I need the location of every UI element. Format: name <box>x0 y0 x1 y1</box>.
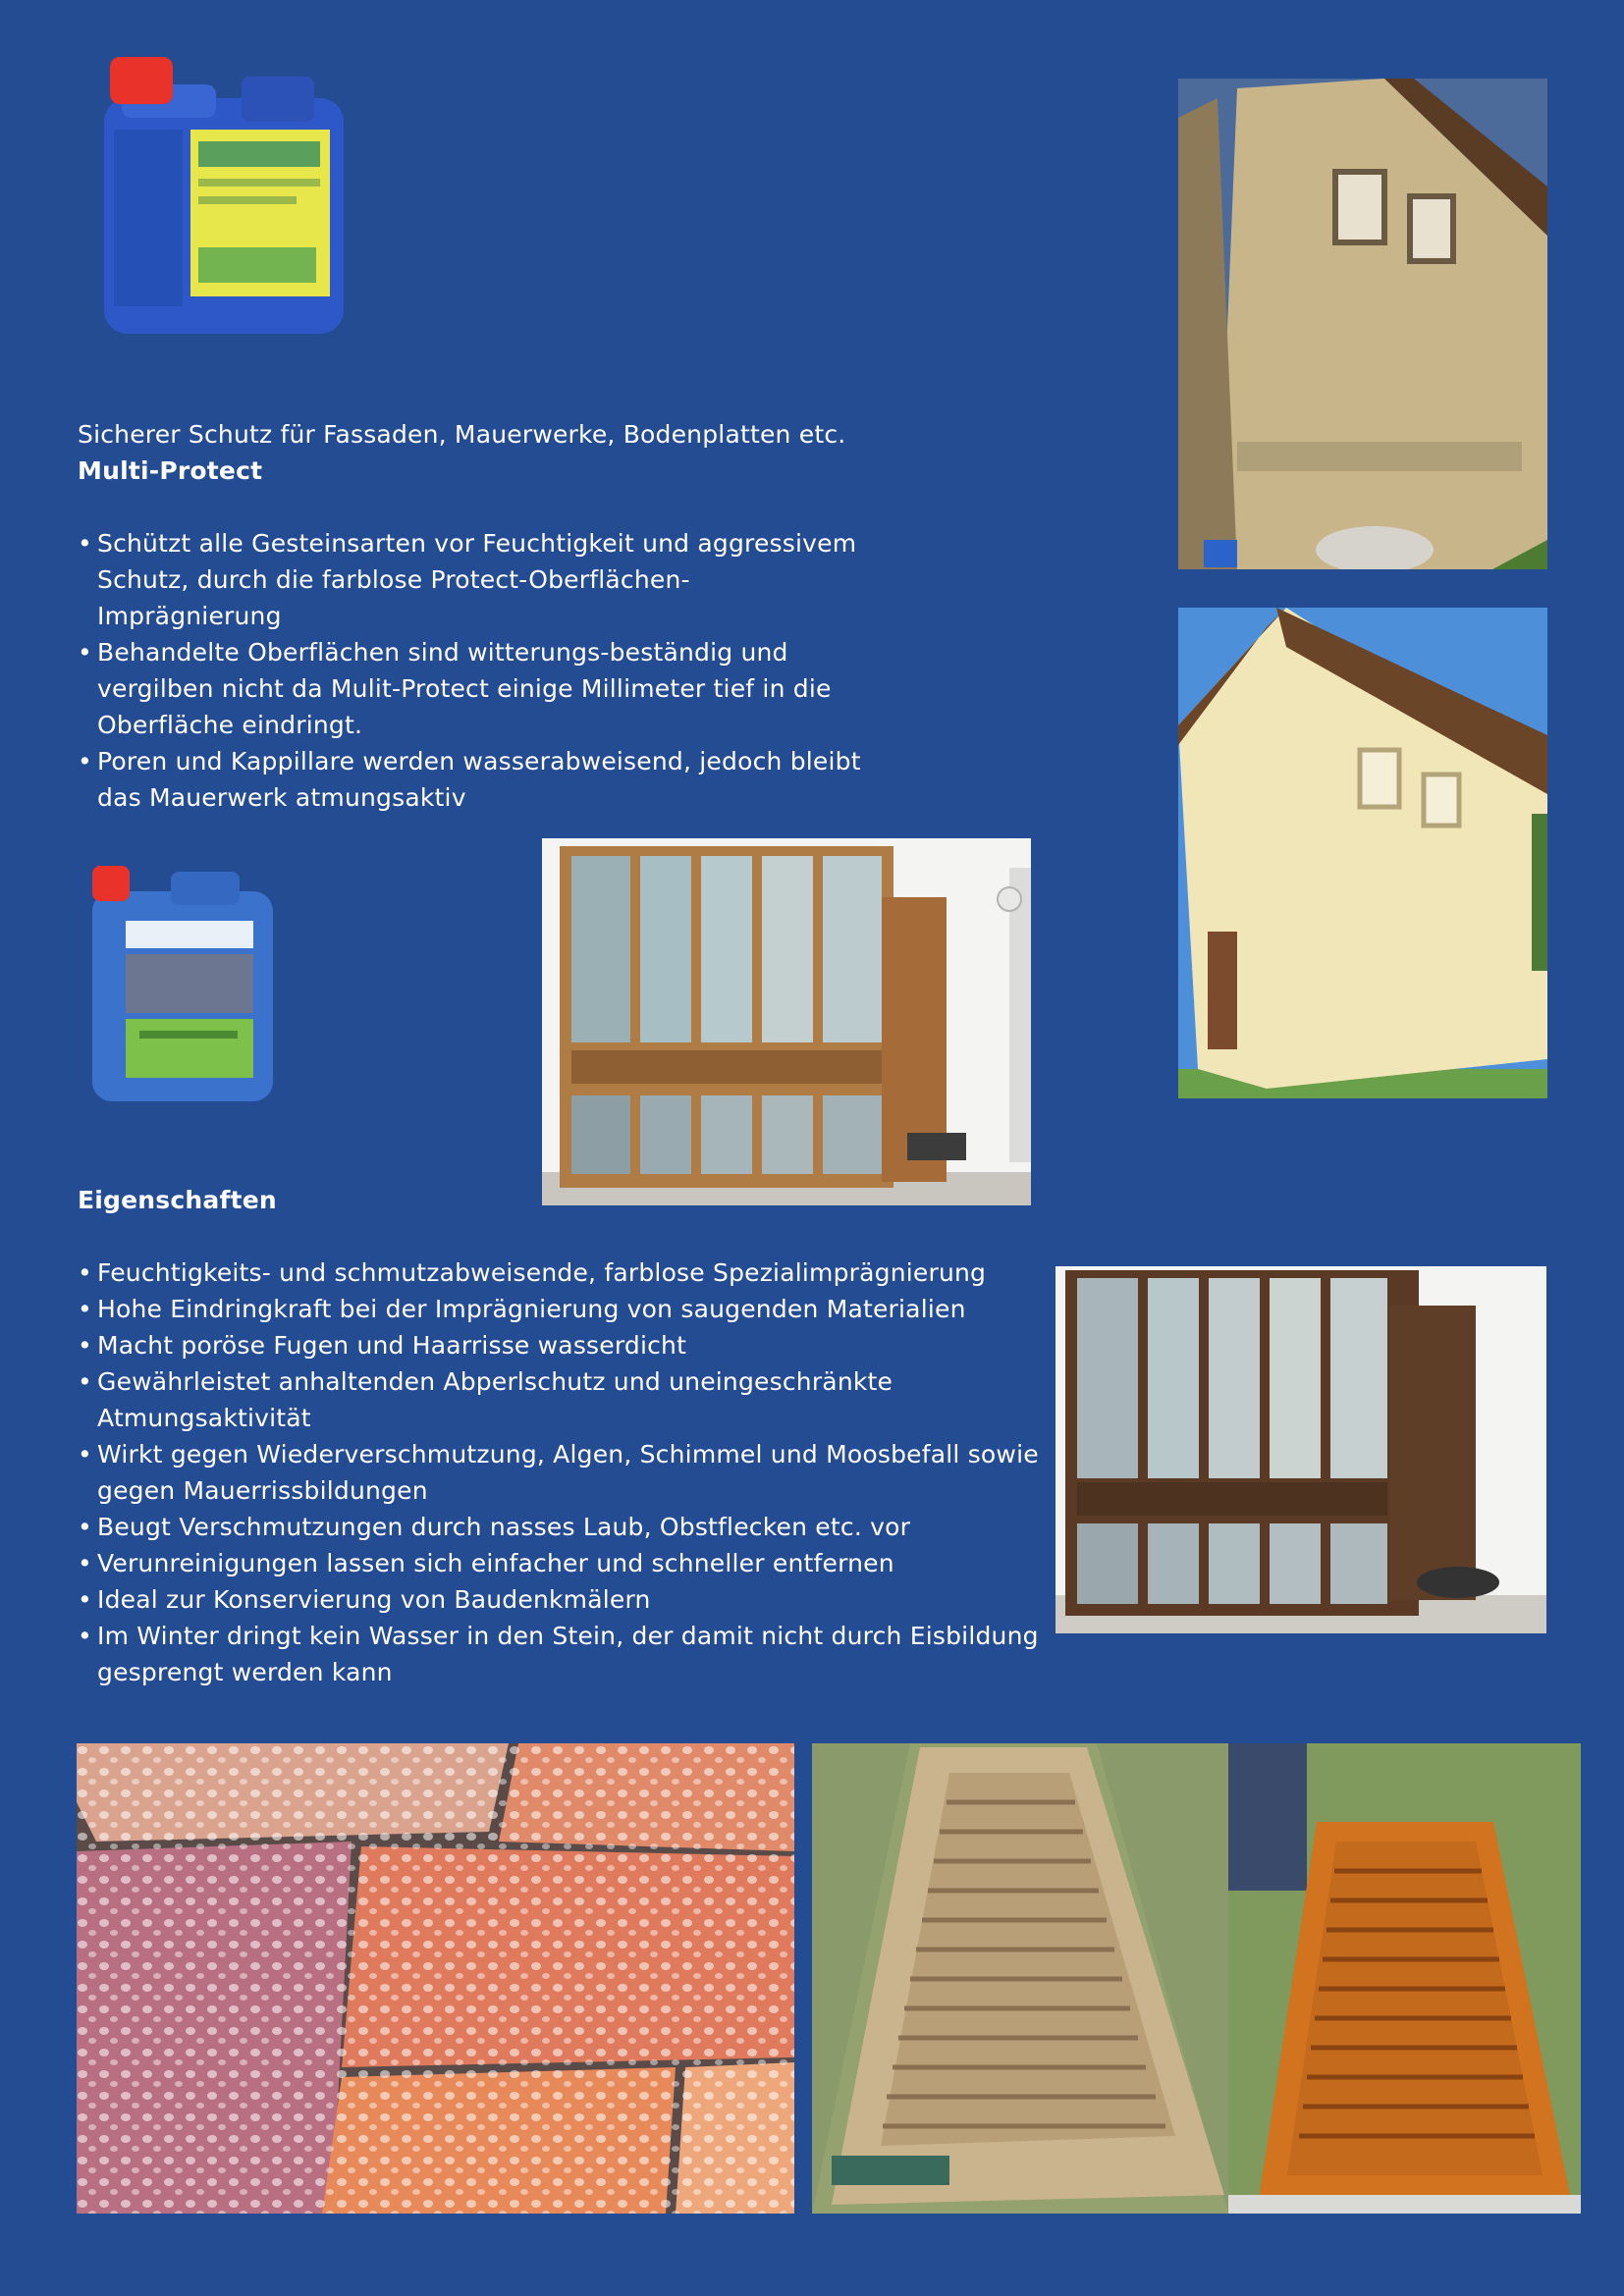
list-item: • Gewährleistet anhaltenden Abperlschutz und uneingeschränkte Atmungsaktivität <box>78 1363 1050 1436</box>
door-before-photo <box>542 838 1031 1205</box>
list-item: • Im Winter dringt kein Wasser in den Stein, der damit nicht durch Eisbildung gesprengt werden kann <box>78 1618 1050 1690</box>
list-item: • Behandelte Oberflächen sind witterungs-beständig und vergilben nicht da Mulit-Protect einige Millimeter tief in die Oberfläche eindringt. <box>78 634 863 743</box>
intro-tagline: Sicherer Schutz für Fassaden, Mauerwerke, Bodenplatten etc. <box>78 420 846 449</box>
door-after-photo <box>1056 1266 1546 1633</box>
list-item: • Schützt alle Gesteinsarten vor Feuchtigkeit und aggressivem Schutz, durch die farblose Protect-Oberflächen-Imprägnierung <box>78 525 863 634</box>
list-item: • Feuchtigkeits- und schmutzabweisende, farblose Spezialimprägnierung <box>78 1255 1050 1291</box>
product-canister-2-image <box>86 862 279 1105</box>
paving-stones-photo <box>77 1743 794 2214</box>
properties-bullet-list <box>78 1255 1050 1690</box>
intro-bullet-list <box>78 525 863 816</box>
list-item: • Beugt Verschmutzungen durch nasses Laub, Obstflecken etc. vor <box>78 1509 1050 1545</box>
list-item: • Poren und Kappillare werden wasserabweisend, jedoch bleibt das Mauerwerk atmungsaktiv <box>78 743 863 816</box>
list-item: • Verunreinigungen lassen sich einfacher und schneller entfernen <box>78 1545 1050 1581</box>
facade-after-photo <box>1178 608 1547 1098</box>
shutter-before-photo <box>812 1743 1228 2214</box>
list-item: • Hohe Eindringkraft bei der Imprägnierung von saugenden Materialien <box>78 1291 1050 1327</box>
list-item: • Ideal zur Konservierung von Baudenkmälern <box>78 1581 1050 1618</box>
list-item: • Macht poröse Fugen und Haarrisse wasserdicht <box>78 1327 1050 1363</box>
product-title: Multi-Protect <box>78 456 263 485</box>
list-item: • Wirkt gegen Wiederverschmutzung, Algen, Schimmel und Moosbefall sowie gegen Mauerrissbildungen <box>78 1436 1050 1509</box>
properties-heading: Eigenschaften <box>78 1186 277 1214</box>
product-canister-image <box>96 51 353 341</box>
shutter-after-photo <box>1228 1743 1581 2214</box>
facade-before-photo <box>1178 79 1547 569</box>
